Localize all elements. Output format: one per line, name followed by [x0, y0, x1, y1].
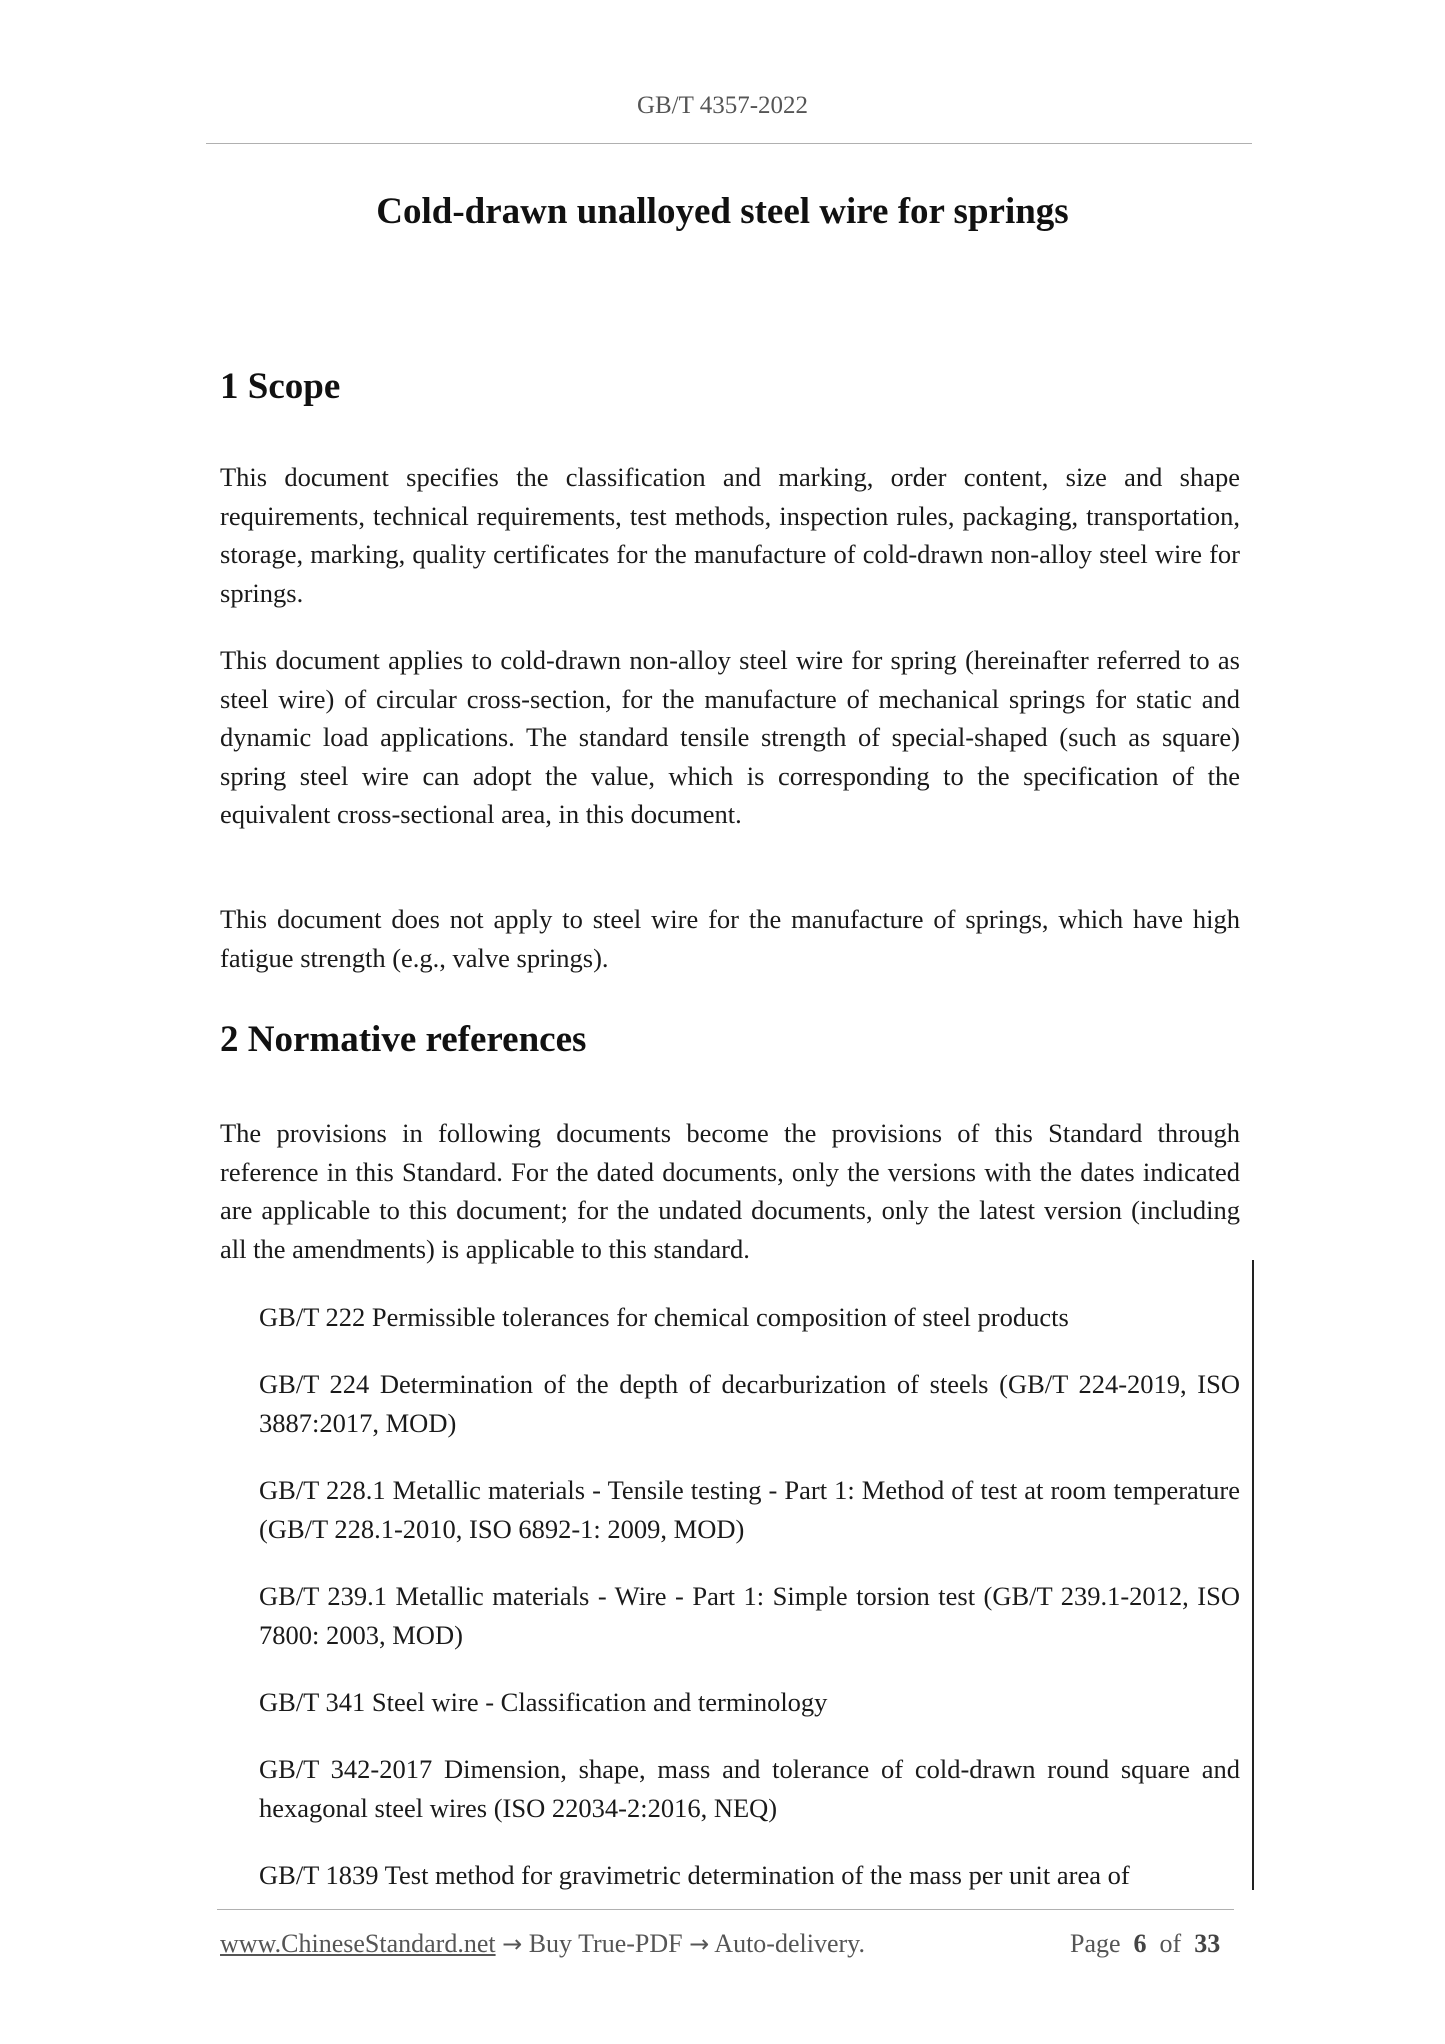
change-bar [1252, 1260, 1254, 1890]
page-number [1070, 1929, 1220, 1959]
header-divider [206, 143, 1252, 144]
reference-item: GB/T 228.1 Metallic materials - Tensile testing - Part 1: Method of test at room temperature (GB/T 228.1-2010, ISO 6892-1: 2009, MOD) [259, 1475, 1240, 1544]
auto-delivery-text: Auto-delivery. [714, 1929, 865, 1958]
buy-pdf-text: Buy True-PDF [528, 1929, 683, 1958]
reference-item: GB/T 342-2017 Dimension, shape, mass and tolerance of cold-drawn round square and hexagonal steel wires (ISO 22034-2:2016, NEQ) [259, 1754, 1240, 1823]
page-label: Page [1070, 1929, 1121, 1958]
reference-item: GB/T 341 Steel wire - Classification and terminology [259, 1687, 828, 1717]
page-current: 6 [1133, 1929, 1147, 1958]
scope-paragraph-3: This document does not apply to steel wire for the manufacture of springs, which have high fatigue strength (e.g., valve springs). [220, 904, 1240, 973]
right-arrow-icon: → [689, 1930, 710, 1958]
reference-item: GB/T 224 Determination of the depth of decarburization of steels (GB/T 224-2019, ISO 3887:2017, MOD) [259, 1369, 1240, 1438]
reference-item: GB/T 1839 Test method for gravimetric determination of the mass per unit area of [259, 1860, 1130, 1890]
section-heading-normative-references: 2 Normative references [220, 1019, 587, 1060]
page-total: 33 [1194, 1929, 1221, 1958]
website-link[interactable]: www.ChineseStandard.net [220, 1929, 496, 1958]
reference-item: GB/T 239.1 Metallic materials - Wire - Part 1: Simple torsion test (GB/T 239.1-2012, ISO 7800: 2003, MOD) [259, 1581, 1240, 1650]
section-heading-scope: 1 Scope [220, 366, 341, 407]
right-arrow-icon: → [502, 1930, 523, 1958]
reference-item: GB/T 222 Permissible tolerances for chemical composition of steel products [259, 1302, 1069, 1332]
refs-intro-paragraph: The provisions in following documents become the provisions of this Standard through reference in this Standard. For the dated documents, only the versions with the dates indicated are applicable to this document; for the undated documents, only the latest version (including all the amendments) is applicable to this standard. [220, 1118, 1240, 1264]
scope-paragraph-2: This document applies to cold-drawn non-alloy steel wire for spring (hereinafter referred to as steel wire) of circular cross-section, for the manufacture of mechanical springs for static and dynamic load applications. The standard tensile strength of special-shaped (such as square) spring steel wire can adopt the value, which is corresponding to the specification of the equivalent cross-sectional area, in this document. [220, 645, 1240, 829]
page-of-label: of [1159, 1929, 1182, 1958]
running-header: GB/T 4357-2022 [636, 92, 809, 119]
footer-promo [220, 1929, 865, 1959]
document-title: Cold-drawn unalloyed steel wire for springs [376, 191, 1069, 232]
scope-paragraph-1: This document specifies the classification and marking, order content, size and shape requirements, technical requirements, test methods, inspection rules, packaging, transportation, storage, marking, quality certificates for the manufacture of cold-drawn non-alloy steel wire for springs. [220, 462, 1240, 608]
footer-divider [217, 1909, 1234, 1910]
